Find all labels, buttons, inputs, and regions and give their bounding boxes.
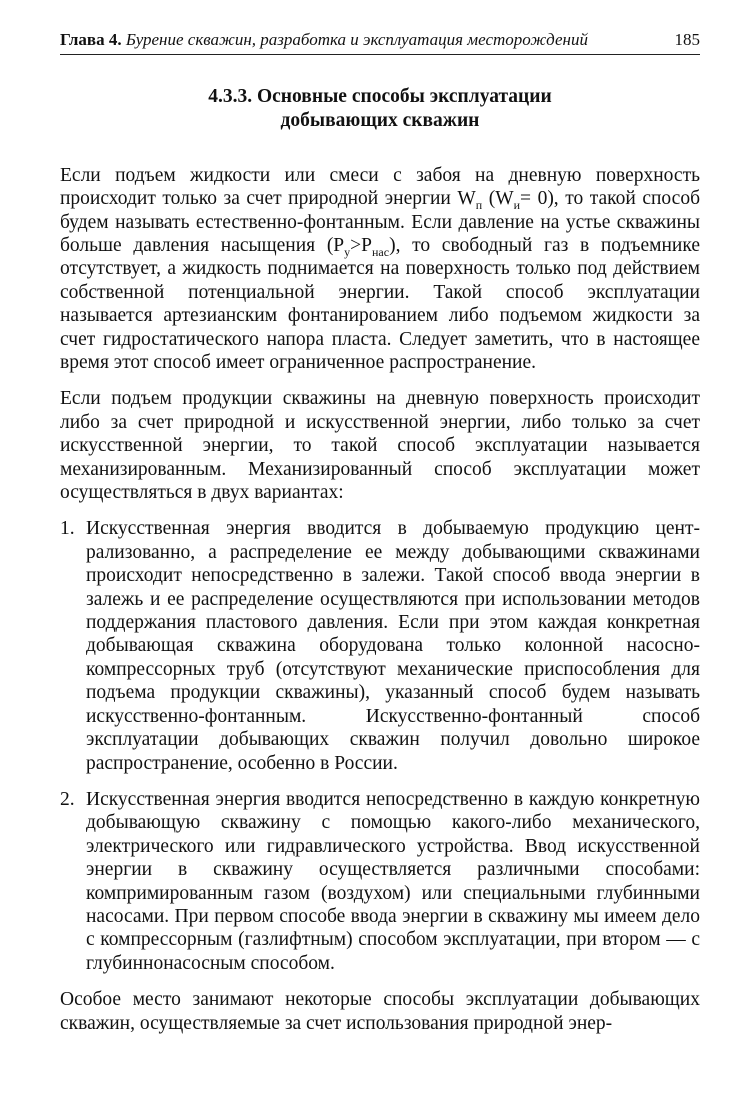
list-item-text: Искусственная энергия вводится непосредственно в каждую конкретную добывающую скважину с помощью какого-либо механического, электрического или гидравлического устройства. Ввод искусственной энергии в скважину осуществляется различными способами: компримированным газом (воздухом) или специальными глубинными насосами. При первом способе ввода энергии в скважину мы имеем дело с компрессорным (газлифтным) способом эксплуатации, при втором — с глубиннонасосным способом. bbox=[86, 788, 700, 974]
chapter-heading bbox=[60, 30, 588, 50]
list-item bbox=[60, 517, 700, 774]
subscript-u: у bbox=[344, 244, 351, 259]
list-item-number: 2. bbox=[60, 788, 75, 810]
paragraph-natural-flow bbox=[60, 164, 700, 375]
subscript-nas: нас bbox=[372, 244, 390, 259]
book-page bbox=[60, 30, 700, 1048]
p1-text-a: Если подъем жидкости или смеси с забоя на дневную поверхность происходит только за счет природной энергии W bbox=[60, 164, 700, 210]
variants-list bbox=[60, 517, 700, 975]
page-number: 185 bbox=[674, 30, 700, 49]
p1-text-d: >P bbox=[350, 234, 372, 256]
subscript-i: и bbox=[513, 198, 521, 213]
paragraph-mechanized: Если подъем продукции скважины на дневную поверхность происходит либо за счет природной и искусственной энергии, либо только за счет искусственной энергии, то такой способ эксплуатации называется механизированным. Механизированный способ эксплуатации может осуществляться в двух вариантах: bbox=[60, 388, 700, 504]
subscript-p: п bbox=[475, 198, 483, 213]
list-item-number: 1. bbox=[60, 518, 75, 540]
chapter-title: Бурение скважин, разработка и эксплуатация месторождений bbox=[125, 30, 588, 49]
running-header bbox=[60, 30, 700, 55]
section-heading bbox=[60, 85, 700, 134]
paragraph-special-methods: Особое место занимают некоторые способы эксплуатации добывающих скважин, осуществляемые за счет использования природной энер- bbox=[60, 989, 700, 1034]
p1-text-b: (W bbox=[482, 188, 514, 210]
p1-text-c: = 0), то такой способ будем называть естественно-фонтанным. Если давление на устье скважины больше давления насыщения (P bbox=[60, 188, 700, 256]
p1-text-e: ), то свободный газ в подъемнике отсутствует, а жидкость поднимается на поверхность только под действием собственной потенциальной энергии. Такой способ эксплуатации называется артезианским фонтанированием либо подъемом жидкости за счет гидростатического напора пласта. Следует заметить, что в настоящее время этот способ имеет ограниченное распространение. bbox=[60, 234, 700, 373]
section-title-line2: добывающих скважин bbox=[280, 110, 480, 132]
list-item-text: Искусственная энергия вводится в добываемую продукцию централизованно, а распределение ее между добывающими скважинами происходит непосредственно в залежи. Такой способ ввода энергии в залежь и ее распределение осуществляются при использовании методов поддержания пластового давления. Если при этом каждая конкретная добывающая скважина оборудована только колонной насосно-компрессорных труб (отсутствуют механические приспособления для подъема продукции скважины), указанный способ будем называть искусственно-фонтанным. Искусственно-фонтанный способ эксплуатации добывающих скважин получил довольно широкое распространение, особенно в России. bbox=[86, 518, 700, 774]
chapter-label: Глава 4. bbox=[60, 30, 122, 49]
section-title-line1: 4.3.3. Основные способы эксплуатации bbox=[208, 86, 552, 107]
list-item bbox=[60, 788, 700, 975]
